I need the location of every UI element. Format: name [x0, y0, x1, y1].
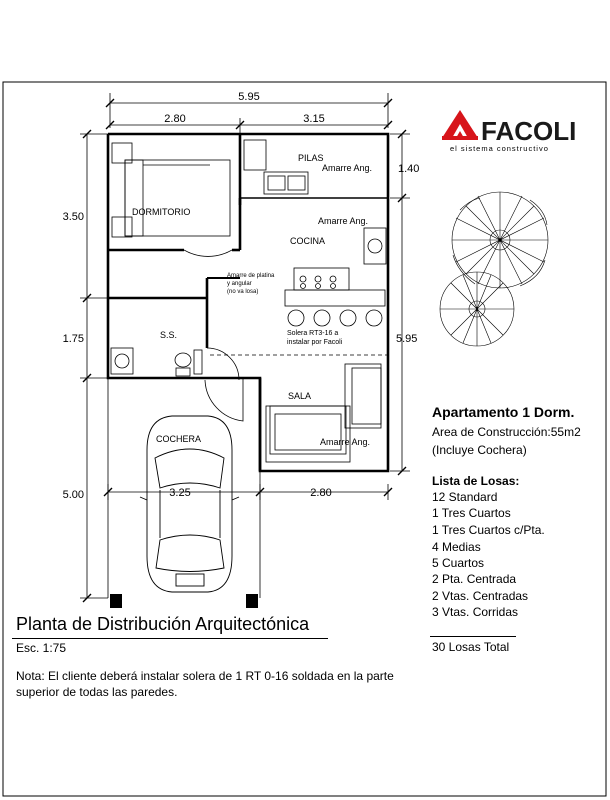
- facoli-logo: [442, 110, 478, 140]
- plan-title: Planta de Distribución Arquitectónica: [16, 614, 310, 634]
- losa-item: 12 Standard: [432, 490, 498, 504]
- dim-top-left: 2.80: [164, 113, 186, 125]
- includes-carport: (Incluye Cochera): [432, 443, 527, 457]
- room-dormitorio: DORMITORIO: [132, 207, 191, 217]
- door-swings: [184, 198, 243, 421]
- total-divider: [430, 636, 516, 637]
- dim-bottom-left: 3.25: [169, 487, 191, 499]
- construction-area: Area de Construcción:55m2: [432, 425, 581, 439]
- losa-item: 2 Pta. Centrada: [432, 572, 517, 586]
- losa-item: 5 Cuartos: [432, 556, 485, 570]
- note-platina-2: y angular: [227, 281, 252, 287]
- plan-title-underline: [12, 638, 328, 639]
- note-platina-1: Amarre de platina: [227, 273, 275, 279]
- client-note: Nota: El cliente deberá instalar solera de 1 RT 0-16 soldada en la parte superior de todas las paredes.: [16, 669, 394, 699]
- note-amarre-sala: Amarre Ang.: [320, 437, 371, 447]
- losas-list-title: Lista de Losas:: [432, 474, 520, 488]
- losas-total: 30 Losas Total: [432, 640, 510, 654]
- room-cocina: COCINA: [290, 236, 326, 246]
- column-right: [246, 594, 258, 608]
- column-left: [110, 594, 122, 608]
- tree-symbols: [440, 192, 548, 346]
- brand-name: FACOLI: [481, 116, 577, 146]
- losa-item: 1 Tres Cuartos: [432, 506, 511, 520]
- dim-left-top: 3.50: [62, 211, 84, 223]
- dim-right-main: 5.95: [396, 333, 418, 345]
- brand-tagline: el sistema constructivo: [450, 144, 549, 153]
- note-amarre-pilas: Amarre Ang.: [322, 163, 373, 173]
- note-solera-2: instalar por Facoli: [287, 339, 343, 346]
- note-platina-3: (no va losa): [227, 289, 259, 295]
- losa-item: 4 Medias: [432, 540, 481, 554]
- furniture: [111, 140, 386, 462]
- note-solera-1: Solera RT3-16 a: [287, 330, 339, 337]
- dim-total-width: 5.95: [238, 91, 260, 103]
- losa-item: 1 Tres Cuartos c/Pta.: [432, 523, 545, 537]
- room-cochera: COCHERA: [156, 434, 202, 444]
- dim-left-mid: 1.75: [62, 333, 84, 345]
- room-ss: S.S.: [160, 330, 178, 340]
- room-pilas: PILAS: [298, 153, 324, 163]
- apartment-title: Apartamento 1 Dorm.: [432, 404, 575, 420]
- losa-item: 3 Vtas. Corridas: [432, 605, 519, 619]
- dim-bottom-right: 2.80: [310, 487, 332, 499]
- dim-top-right: 3.15: [303, 113, 325, 125]
- plan-scale: Esc. 1:75: [16, 641, 67, 655]
- room-sala: SALA: [288, 391, 312, 401]
- losa-item: 2 Vtas. Centradas: [432, 589, 529, 603]
- dim-left-bottom: 5.00: [62, 489, 84, 501]
- note-amarre-cocina: Amarre Ang.: [318, 216, 369, 226]
- dim-right-top: 1.40: [398, 163, 420, 175]
